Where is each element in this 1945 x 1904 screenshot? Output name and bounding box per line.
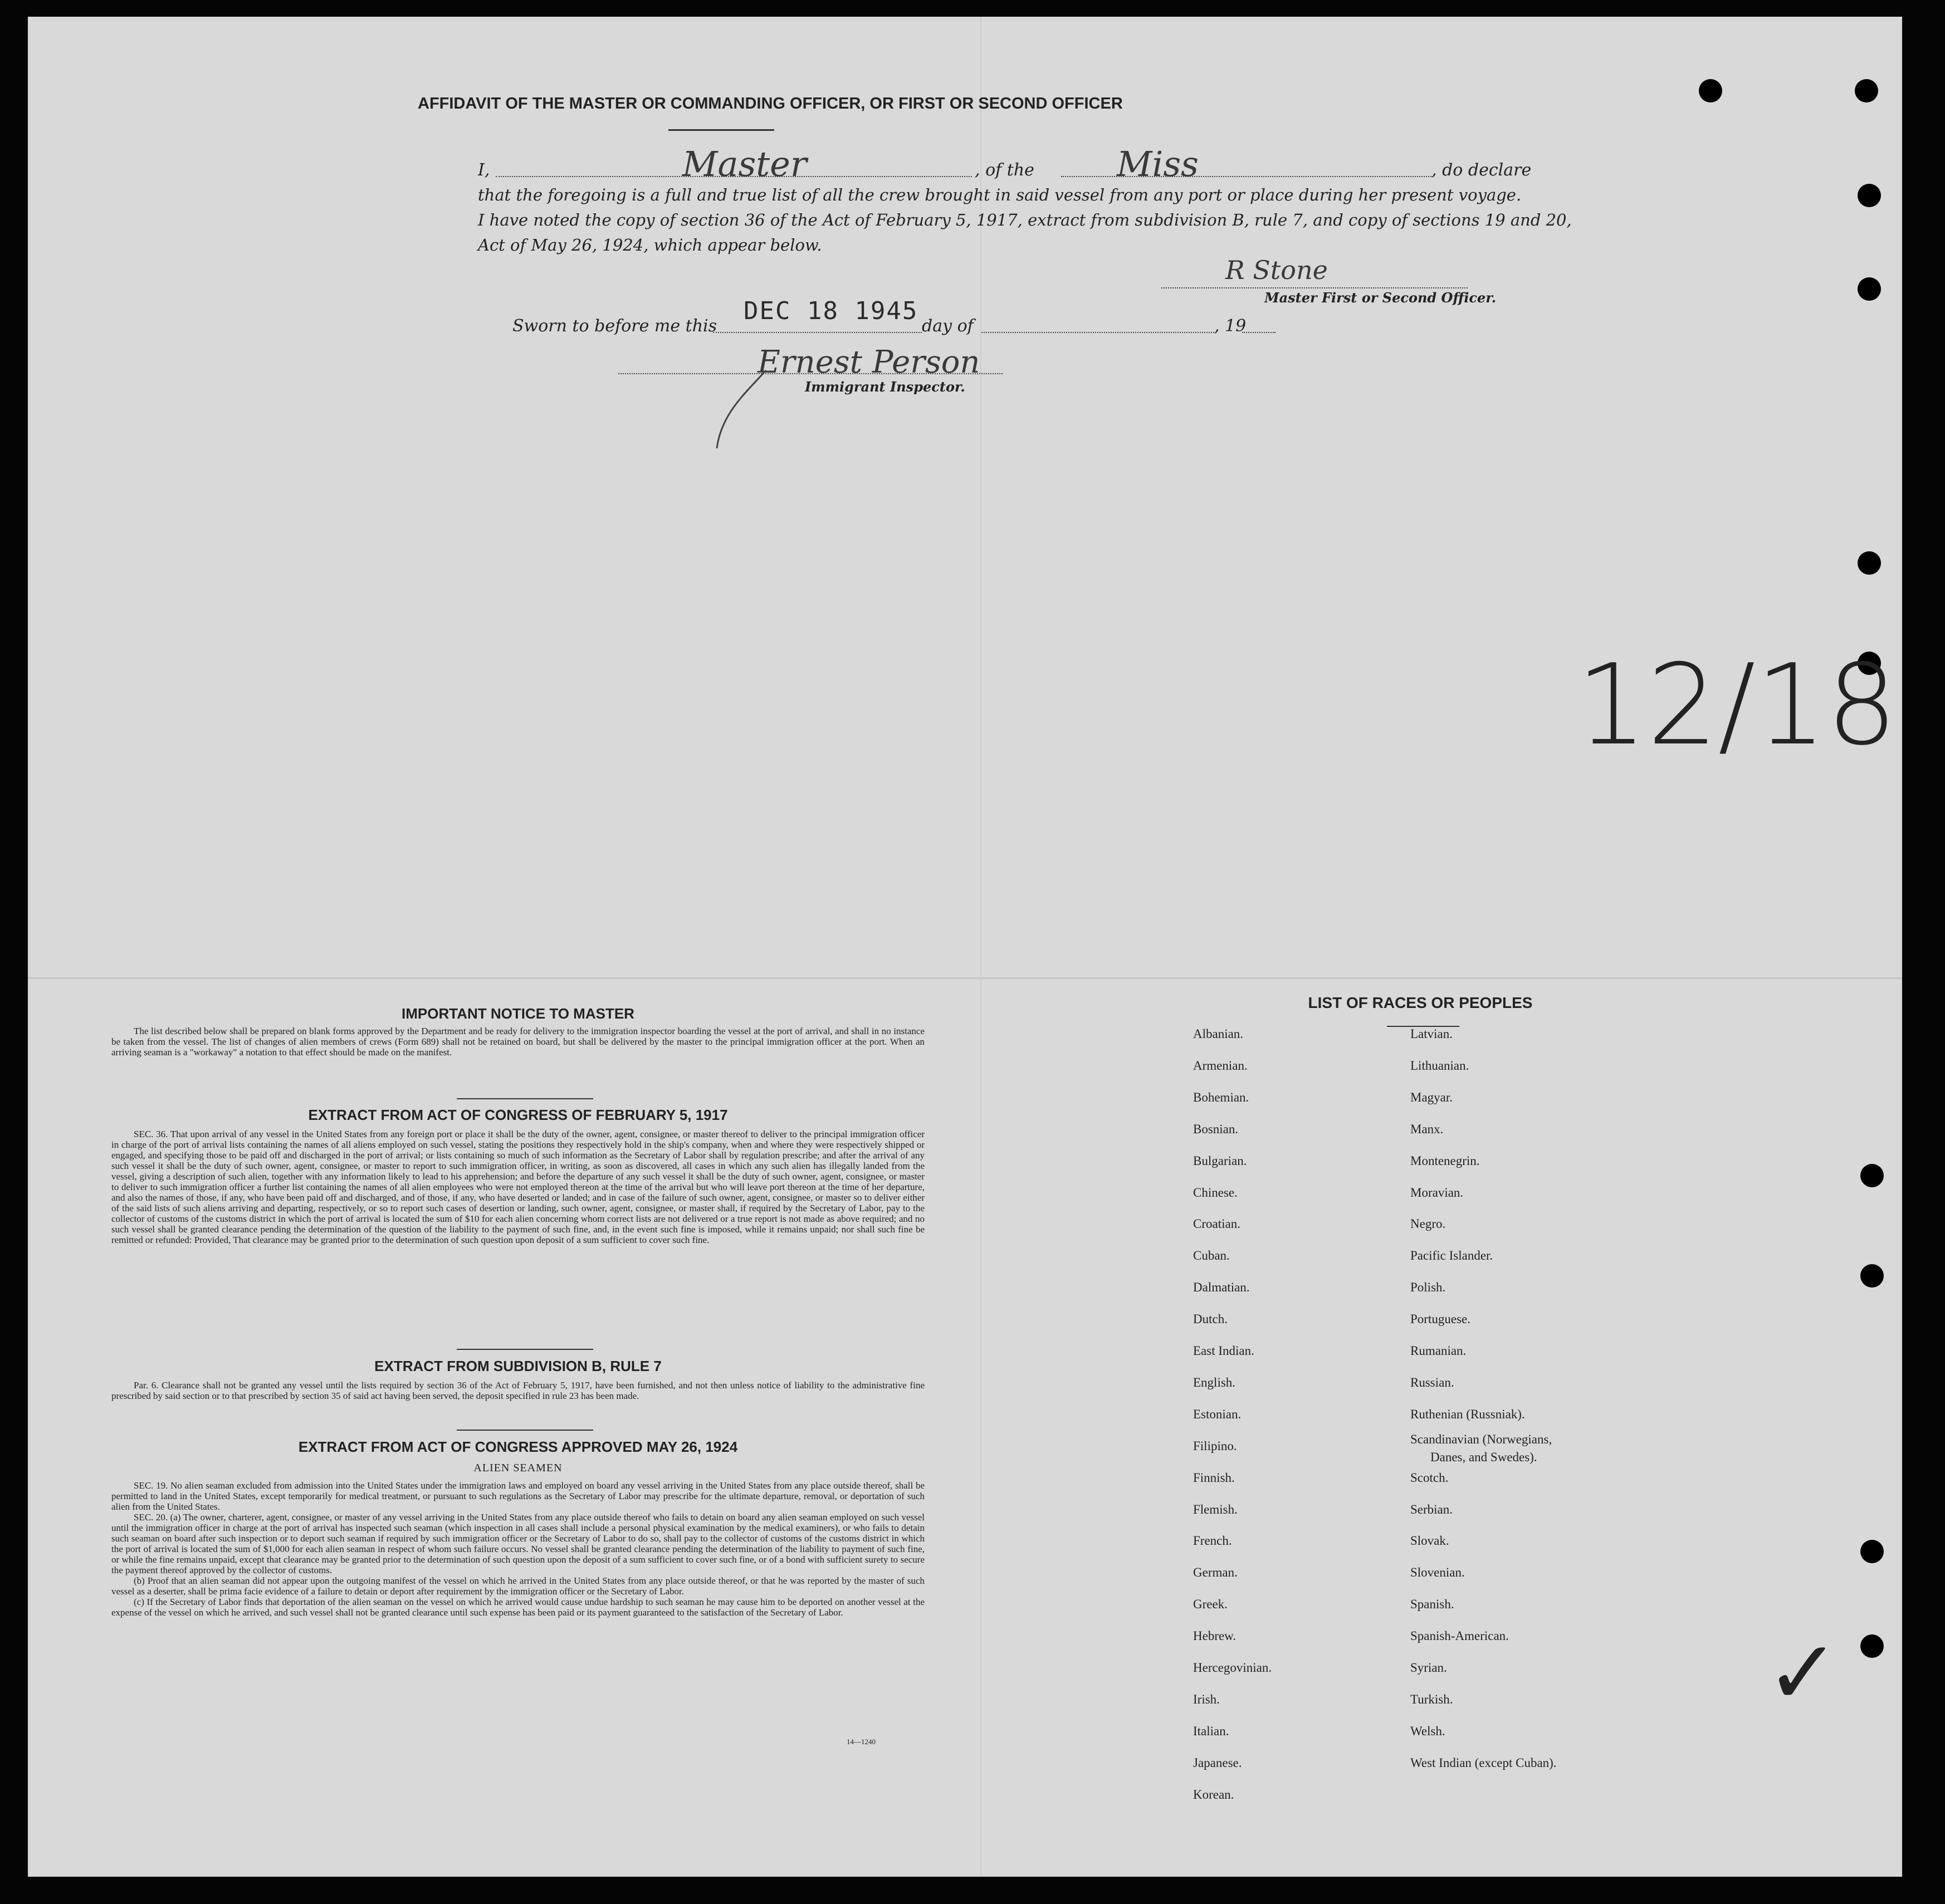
alien-seamen-subtitle: ALIEN SEAMEN xyxy=(473,1462,563,1474)
race-item: Scotch. xyxy=(1410,1470,1449,1485)
race-item: Finnish. xyxy=(1193,1470,1235,1485)
form-number: 14—1240 xyxy=(847,1737,876,1746)
race-item: Portuguese. xyxy=(1410,1312,1470,1327)
extract-1917-text xyxy=(111,1129,925,1245)
race-item: French. xyxy=(1193,1534,1232,1548)
race-item: Cuban. xyxy=(1193,1249,1230,1263)
affidavit-title: AFFIDAVIT OF THE MASTER OR COMMANDING OFFICER, OR FIRST OR SECOND OFFICER xyxy=(418,95,1123,112)
sworn-day-blank xyxy=(713,332,922,333)
race-item: Scandinavian (Norwegians, xyxy=(1410,1432,1552,1446)
document-page xyxy=(28,17,1902,1877)
race-item: Japanese. xyxy=(1193,1755,1242,1770)
race-item: Lithuanian. xyxy=(1410,1058,1469,1073)
check-mark: ✓ xyxy=(1766,1621,1841,1725)
vessel-handwriting: Miss xyxy=(1117,144,1199,184)
race-item: Slovak. xyxy=(1410,1534,1449,1548)
race-item: Dalmatian. xyxy=(1193,1280,1250,1295)
race-item: Negro. xyxy=(1410,1217,1446,1231)
punch-hole xyxy=(1858,551,1881,575)
race-item: Flemish. xyxy=(1193,1502,1238,1516)
race-item: Spanish-American. xyxy=(1410,1629,1509,1643)
race-item: Irish. xyxy=(1193,1692,1220,1706)
sworn-month-blank xyxy=(981,332,1214,333)
race-item: Danes, and Swedes). xyxy=(1430,1450,1537,1464)
affidavit-line-2: I have noted the copy of section 36 of the Act of February 5, 1917, extract from subdivision B, rule 7, and copy of sections 19 and 20, xyxy=(478,211,1572,229)
punch-hole xyxy=(1860,1164,1884,1187)
notice-title: IMPORTANT NOTICE TO MASTER xyxy=(402,1005,634,1022)
race-item: Greek. xyxy=(1193,1597,1228,1612)
race-item: Chinese. xyxy=(1193,1185,1238,1200)
race-item: Filipino. xyxy=(1193,1438,1237,1453)
race-item: Manx. xyxy=(1410,1122,1444,1136)
race-item: Rumanian. xyxy=(1410,1344,1467,1358)
year-label: , 19 xyxy=(1214,316,1247,336)
race-item: Spanish. xyxy=(1410,1597,1454,1612)
race-item: German. xyxy=(1193,1565,1238,1580)
race-item: Slovenian. xyxy=(1410,1565,1465,1580)
race-item: Montenegrin. xyxy=(1410,1153,1480,1168)
title-rule xyxy=(668,129,774,131)
sworn-label: Sworn to before me this xyxy=(512,316,717,336)
day-of-label: day of xyxy=(922,316,974,336)
races-title: LIST OF RACES OR PEOPLES xyxy=(1308,994,1533,1011)
race-item: Estonian. xyxy=(1193,1407,1242,1421)
race-item: Albanian. xyxy=(1193,1027,1244,1041)
race-item: Welsh. xyxy=(1410,1724,1445,1738)
punch-hole xyxy=(1858,184,1881,207)
race-item: Ruthenian (Russniak). xyxy=(1410,1407,1525,1421)
race-item: Italian. xyxy=(1193,1724,1229,1738)
divider xyxy=(457,1430,593,1431)
punch-hole xyxy=(1699,79,1722,102)
signature-flourish xyxy=(710,368,777,451)
race-item: Hebrew. xyxy=(1193,1629,1237,1643)
race-item: Bohemian. xyxy=(1193,1090,1249,1104)
sec20b-paragraph: (b) Proof that an alien seaman did not appear upon the outgoing manifest of the vessel on which he arrived in the United States from any place outside thereof, or that he was reported by the master of such vessel as a deserter, shall be prima facie evidence of a failure to detain or deport after requirement by the immigration officer or the Secretary of Labor. xyxy=(111,1575,925,1597)
divider xyxy=(457,1098,593,1099)
punch-hole xyxy=(1858,277,1881,301)
divider xyxy=(457,1349,593,1350)
extract-rule7-title: EXTRACT FROM SUBDIVISION B, RULE 7 xyxy=(374,1358,662,1374)
fold-line xyxy=(28,977,1902,979)
race-item: Hercegovinian. xyxy=(1193,1661,1272,1675)
extract-1924-title: EXTRACT FROM ACT OF CONGRESS APPROVED MAY 26, 1924 xyxy=(298,1438,738,1455)
inspector-signature: Ernest Person xyxy=(758,344,980,380)
extract-1924-text xyxy=(111,1480,925,1618)
sec36-paragraph: SEC. 36. That upon arrival of any vessel in the United States from any foreign port or place it shall be the duty of the owner, agent, consignee, or master thereof to deliver to the principal immigration officer in charge of the port of arrival lists containing the names of all aliens employed on such vessel, stating the positions they respectively hold in the ship's company, when and where they were respectively shipped or engaged, and specifying those to be paid off and discharged in the port of arrival; or lists containing so much of such information as the Secretary of Labor shall by regulation prescribe; and after the arrival of any such vessel it shall be the duty of such owner, agent, consignee, or master to report to such immigration officer, in writing, as soon as discovered, all cases in which any such alien has illegally landed from the vessel, giving a description of such alien, together with any information likely to lead to his apprehension; and before the departure of any such vessel it shall be the duty of such owner, agent, consignee, or master to deliver to such immigration officer a further list containing the names of all alien employees who were not employed thereon at the time of the arrival but who will leave port thereon at the time of her departure, and also the names of those, if any, who have been paid off and discharged, and of those, if any, who have deserted or landed; and in case of the failure of such owner, agent, consignee, or master so to deliver either of the said lists of such aliens arriving and departing, respectively, or so to report such cases of desertion or landing, such owner, agent, consignee, or master shall, if required by the Secretary of Labor, pay to the collector of customs of the customs district in which the port of arrival is located the sum of $10 for each alien concerning whom correct lists are not delivered or a true report is not made as above required; and no such vessel shall be granted clearance pending the determination of the question of the liability to the payment of such fine, and, in the event such fine is imposed, while it remains unpaid; nor shall such fine be remitted or refunded: Provided, That clearance may be granted prior to the determination of such question upon deposit of a sum sufficient to cover such fine. xyxy=(111,1129,925,1245)
notice-paragraph: The list described below shall be prepared on blank forms approved by the Department and be ready for delivery to the immigration inspector boarding the vessel at the port of arrival, and shall in no instance be taken from the vessel. The list of changes of alien members of crews (Form 689) shall not be retained on board, but shall be delivered by the master to the principal immigration officer at the port. When an arriving seaman is a "workaway" a notation to that effect should be made on the manifest. xyxy=(111,1026,925,1058)
race-item: Armenian. xyxy=(1193,1058,1248,1073)
extract-rule7-text xyxy=(111,1380,925,1401)
race-item: West Indian (except Cuban). xyxy=(1410,1755,1557,1770)
fold-line-vertical xyxy=(980,17,981,1877)
race-item: Bulgarian. xyxy=(1193,1153,1247,1168)
margin-date-note: 12/18 xyxy=(1576,640,1898,770)
punch-hole xyxy=(1860,1264,1884,1288)
race-item: Latvian. xyxy=(1410,1027,1453,1041)
race-item: Moravian. xyxy=(1410,1185,1464,1200)
of-the-label: , of the xyxy=(975,160,1034,180)
year-blank xyxy=(1242,332,1276,333)
race-item: Serbian. xyxy=(1410,1502,1453,1516)
inspector-caption: Immigrant Inspector. xyxy=(805,379,965,395)
race-item: English. xyxy=(1193,1375,1236,1389)
race-item: Turkish. xyxy=(1410,1692,1453,1706)
sec19-paragraph: SEC. 19. No alien seaman excluded from admission into the United States under the immigration laws and employed on board any vessel arriving in the United States from any place outside thereof, shall be permitted to land in the United States, except temporarily for medical treatment, or pursuant to such regulations as the Secretary of Labor may prescribe for the ultimate departure, removal, or deportation of such alien from the United States. xyxy=(111,1480,925,1512)
race-item: Pacific Islander. xyxy=(1410,1249,1493,1263)
extract-1917-title: EXTRACT FROM ACT OF CONGRESS OF FEBRUARY 5, 1917 xyxy=(308,1107,728,1123)
sec20c-paragraph: (c) If the Secretary of Labor finds that deportation of the alien seaman on the vessel on which he arrived would cause undue hardship to such seaman he may cause him to be deported on another vessel at the expense of the vessel on which he arrived, and such vessel shall not be granted clearance until such expense has been paid or its payment guaranteed to the satisfaction of the Secretary of Labor. xyxy=(111,1597,925,1618)
sec20a-paragraph: SEC. 20. (a) The owner, charterer, agent, consignee, or master of any vessel arriving in the United States from any place outside thereof who fails to detain on board any alien seaman employed on such vessel until the immigration officer in charge at the port of arrival has inspected such seaman (which inspection in all cases shall include a personal physical examination by the medical examiners), or who fails to detain such seaman on board after such inspection or to deport such seaman if required by such immigration officer or the Secretary of Labor to do so, shall pay to the collector of customs of the customs district in which the port of arrival is located the sum of $1,000 for each alien seaman in respect of whom such failure occurs. No vessel shall be granted clearance pending the determination of the liability to payment of such fine, or while the fine remains unpaid, except that clearance may be granted prior to the determination of such question upon the deposit of a sum sufficient to cover such fine, or of a bond with sufficient surety to secure the payment thereof approved by the collector of customs. xyxy=(111,1512,925,1575)
race-item: Magyar. xyxy=(1410,1090,1453,1104)
race-item: Russian. xyxy=(1410,1375,1454,1389)
race-item: Syrian. xyxy=(1410,1661,1447,1675)
race-item: Croatian. xyxy=(1193,1217,1240,1231)
date-stamp: DEC 18 1945 xyxy=(744,297,918,325)
race-item: Korean. xyxy=(1193,1787,1234,1802)
notice-text xyxy=(111,1026,925,1058)
signature-line xyxy=(1161,287,1468,288)
race-item: East Indian. xyxy=(1193,1344,1254,1358)
affidavit-line-3: Act of May 26, 1924, which appear below. xyxy=(478,236,822,254)
race-item: Bosnian. xyxy=(1193,1122,1239,1136)
punch-hole xyxy=(1860,1634,1884,1658)
do-declare-label: , do declare xyxy=(1431,160,1532,180)
i-label: I, xyxy=(478,160,490,180)
affidavit-line-1: that the foregoing is a full and true list of all the crew brought in said vessel from any port or place during her present voyage. xyxy=(478,185,1522,204)
race-item: Polish. xyxy=(1410,1280,1446,1295)
race-item: Dutch. xyxy=(1193,1312,1228,1327)
punch-hole xyxy=(1855,79,1878,102)
master-signature: R Stone xyxy=(1225,255,1328,285)
par6-paragraph: Par. 6. Clearance shall not be granted any vessel until the lists required by section 36 of the Act of February 5, 1917, have been furnished, and not then unless notice of liability to the administrative fine prescribed by said section or to that prescribed by section 35 of said act having been served, the deposit specified in rule 23 has been made. xyxy=(111,1380,925,1401)
punch-hole xyxy=(1860,1540,1884,1563)
signature-caption: Master First or Second Officer. xyxy=(1264,290,1497,306)
master-handwriting: Master xyxy=(682,144,807,184)
